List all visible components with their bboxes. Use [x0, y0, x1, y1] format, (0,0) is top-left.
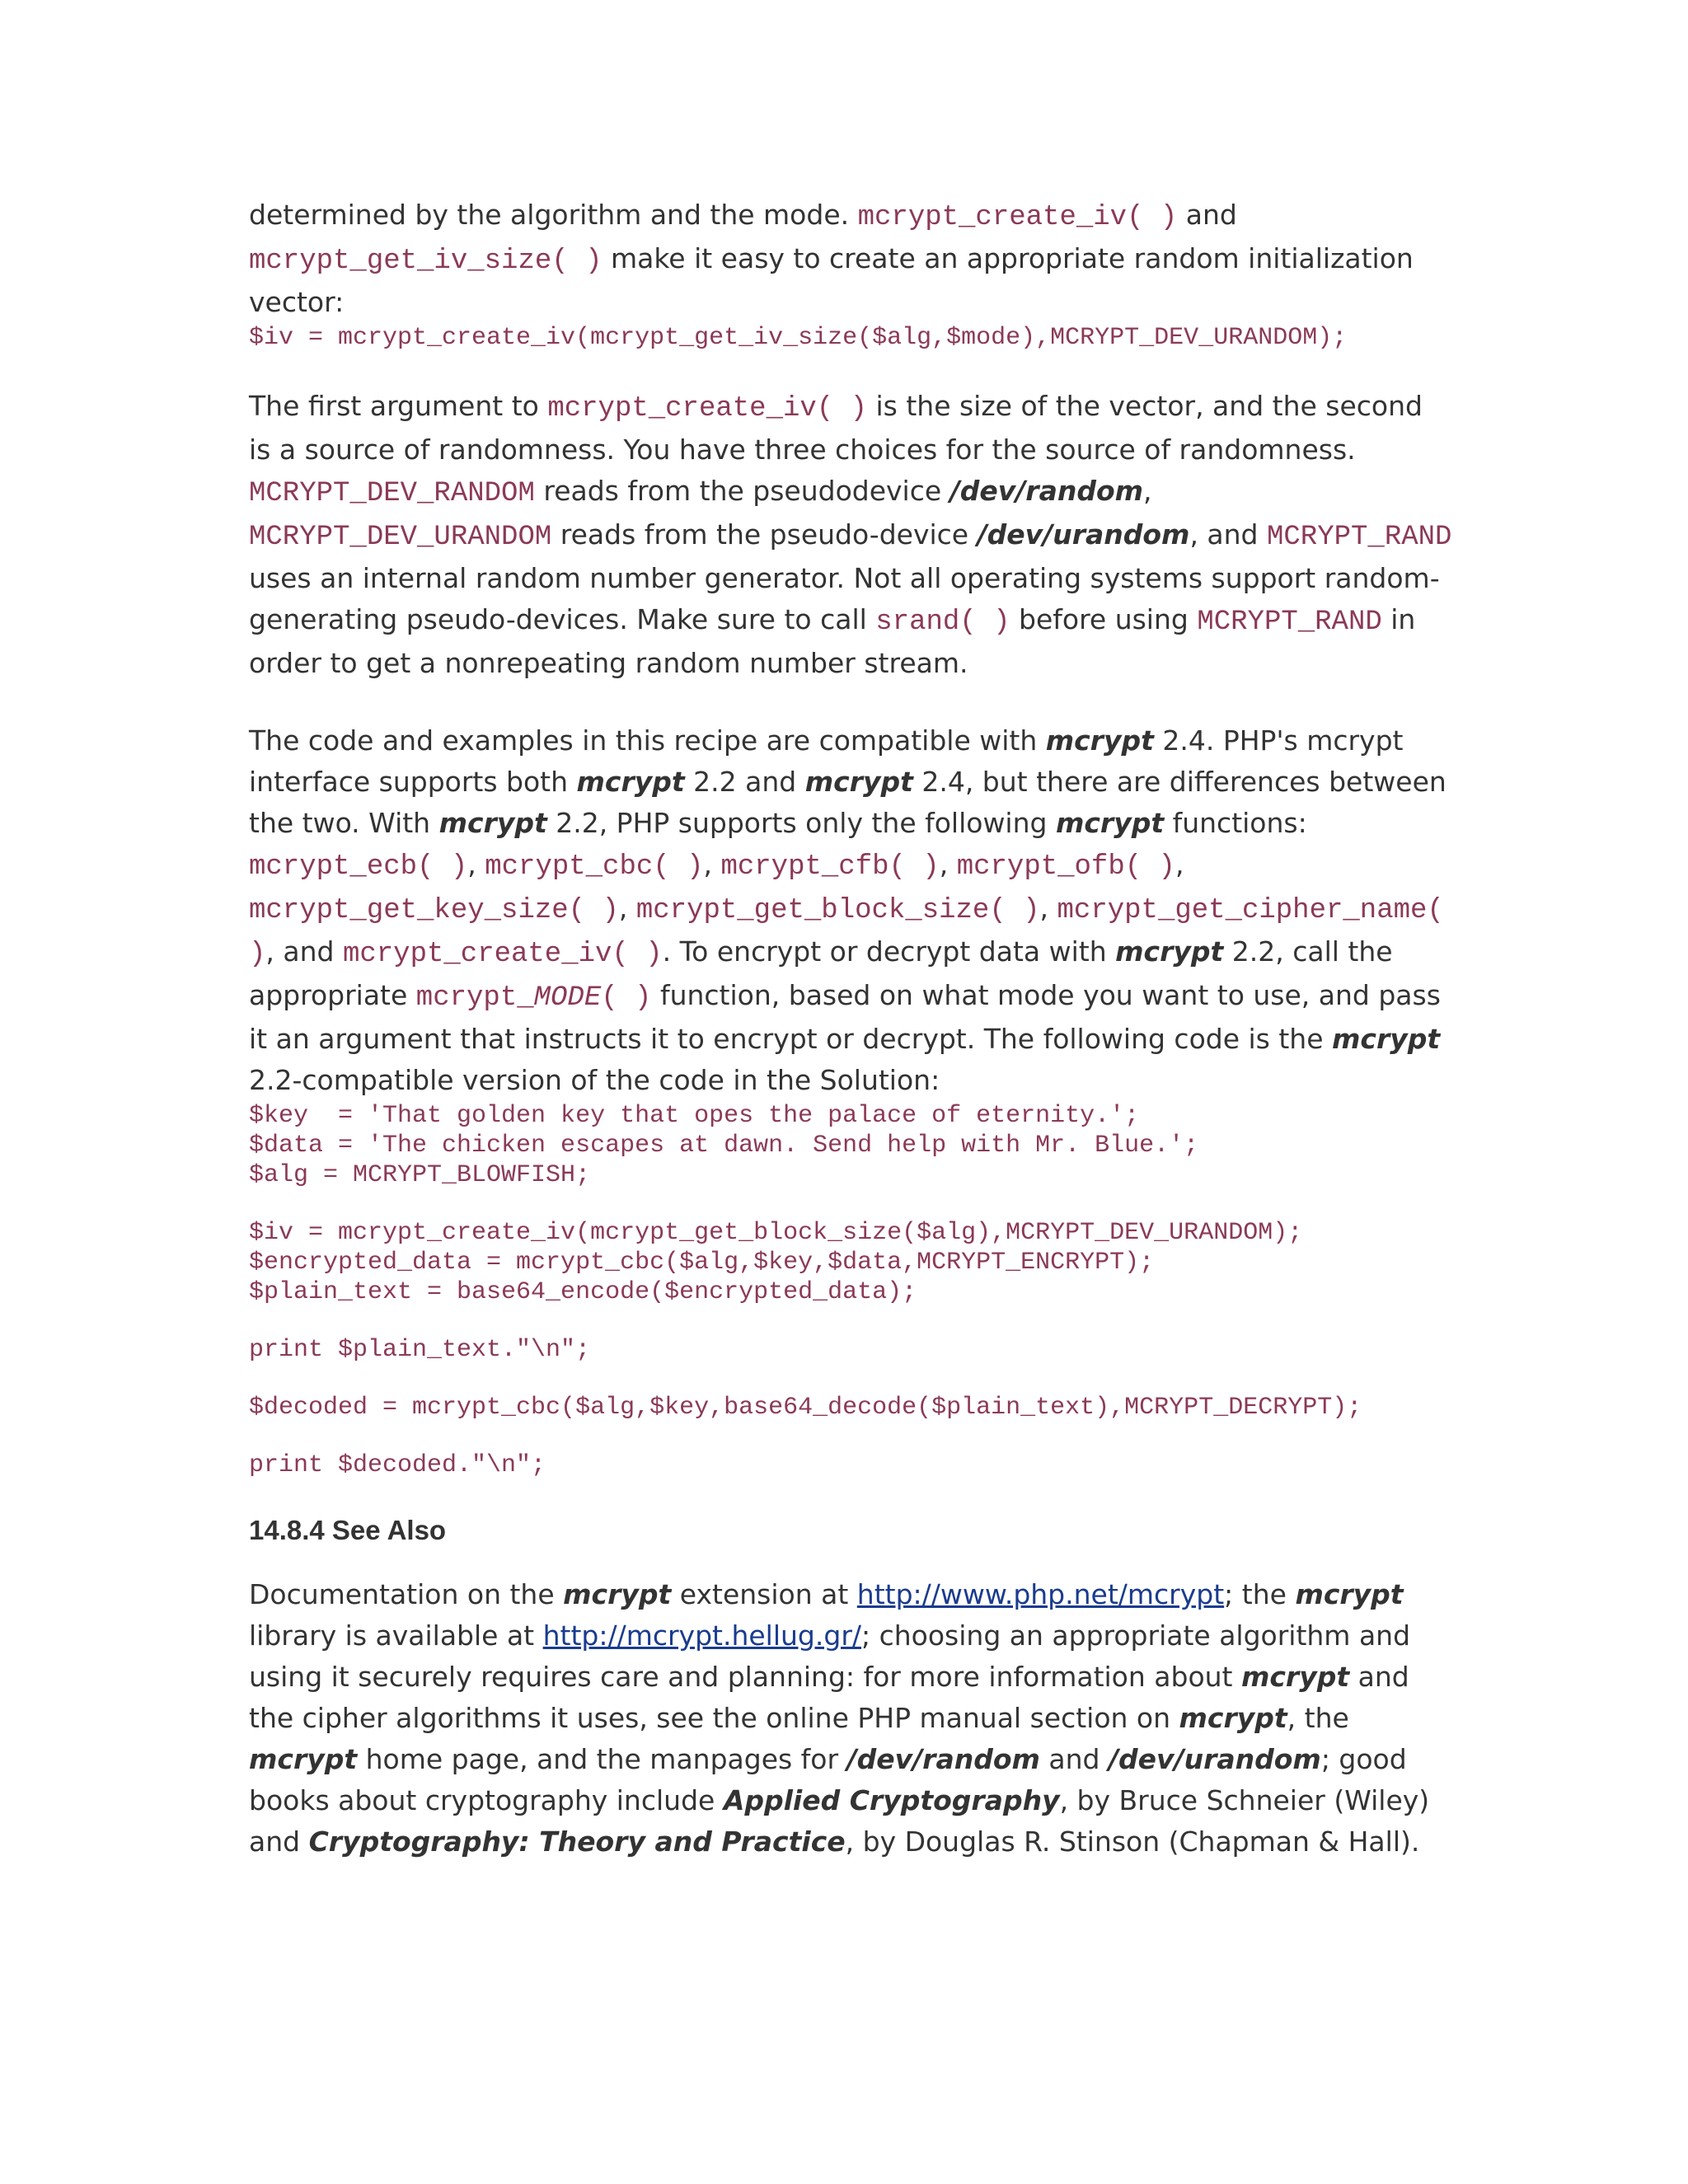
- inline-code: mcrypt_create_iv( ): [342, 939, 663, 970]
- inline-code: [416, 982, 652, 1014]
- bold-italic-term: mcrypt: [1295, 1578, 1404, 1610]
- code-block-iv: [249, 323, 1452, 353]
- text: , and: [1189, 518, 1267, 551]
- text: ; choosing an appropriate algorithm and using it securely requires care and planning: for more information about: [249, 1619, 1411, 1693]
- bold-italic-term: mcrypt: [804, 766, 913, 798]
- paragraph-randomness: [249, 386, 1452, 684]
- bold-italic-term: /dev/urandom: [1108, 1743, 1321, 1775]
- paragraph-see-also: [249, 1574, 1452, 1863]
- inline-code: mcrypt_get_key_size( ): [249, 895, 619, 926]
- bold-italic-term: mcrypt: [1332, 1023, 1441, 1055]
- text: in order to get a nonrepeating random number stream.: [249, 603, 1416, 679]
- inline-code: MCRYPT_RAND: [1197, 607, 1382, 638]
- code-line: $encrypted_data = mcrypt_cbc($alg,$key,$data,MCRYPT_ENCRYPT);: [249, 1249, 1155, 1277]
- inline-code: MCRYPT_DEV_URANDOM: [249, 522, 552, 553]
- inline-code: mcrypt_get_block_size( ): [635, 895, 1040, 926]
- text: The first argument to: [249, 390, 548, 422]
- text: home page, and the manpages for: [357, 1743, 847, 1775]
- bold-italic-term: mcrypt: [1045, 724, 1154, 757]
- text: ; good books about cryptography include: [249, 1743, 1407, 1816]
- bold-italic-term: mcrypt: [249, 1743, 358, 1775]
- inline-code: mcrypt_cfb( ): [720, 851, 940, 883]
- inline-code: MCRYPT_RAND: [1267, 522, 1452, 553]
- paragraph-compatibility: [249, 720, 1452, 1101]
- text: 2.4, but there are differences between the two. With: [249, 766, 1447, 839]
- text: ,: [1175, 848, 1184, 880]
- code-line: $decoded = mcrypt_cbc($alg,$key,base64_decode($plain_text),MCRYPT_DECRYPT);: [249, 1394, 1362, 1422]
- inline-code: mcrypt_ecb( ): [249, 851, 468, 883]
- bold-italic-term: /dev/urandom: [977, 518, 1190, 551]
- code-line: $iv = mcrypt_create_iv(mcrypt_get_iv_size($alg,$mode),MCRYPT_DEV_URANDOM);: [249, 324, 1348, 352]
- code-line: print $decoded."\n";: [249, 1451, 546, 1479]
- text: ,: [939, 848, 957, 880]
- code-part: ( ): [601, 982, 652, 1014]
- text: and the cipher algorithms it uses, see the online PHP manual section on: [249, 1661, 1409, 1734]
- text: ,: [1143, 475, 1152, 507]
- text: 2.2 and: [684, 766, 805, 798]
- text: ,: [618, 892, 636, 924]
- bold-italic-term: mcrypt: [576, 766, 685, 798]
- document-page: [249, 194, 1452, 1863]
- inline-code: mcrypt_ofb( ): [956, 851, 1175, 883]
- text: ,: [703, 848, 721, 880]
- bold-italic-term: mcrypt: [438, 807, 547, 839]
- text: and: [1177, 199, 1237, 231]
- code-line: $iv = mcrypt_create_iv(mcrypt_get_block_size($alg),MCRYPT_DEV_URANDOM);: [249, 1219, 1303, 1247]
- text: make it easy to create an appropriate random initialization vector:: [249, 242, 1414, 318]
- inline-code: mcrypt_create_iv( ): [857, 202, 1178, 233]
- text: , by Bruce Schneier (Wiley) and: [249, 1784, 1430, 1858]
- code-block-mcrypt22: [249, 1101, 1452, 1480]
- text: is the size of the vector, and the second is a source of randomness. You have three choices for the source of randomness.: [249, 390, 1423, 466]
- code-line: $alg = MCRYPT_BLOWFISH;: [249, 1161, 591, 1189]
- text: Documentation on the: [249, 1578, 564, 1610]
- book-title: Applied Cryptography: [723, 1784, 1060, 1816]
- text: 2.2, PHP supports only the following: [546, 807, 1056, 839]
- text: and: [1039, 1743, 1109, 1775]
- text: before using: [1010, 603, 1198, 635]
- text: determined by the algorithm and the mode.: [249, 199, 858, 231]
- paragraph-iv-intro: [249, 194, 1452, 323]
- text: ,: [1039, 892, 1057, 924]
- inline-code: mcrypt_create_iv( ): [547, 393, 867, 424]
- code-line: $plain_text = base64_encode($encrypted_data);: [249, 1278, 917, 1306]
- code-line: $key = 'That golden key that opes the palace of eternity.';: [249, 1102, 1140, 1130]
- text: , the: [1287, 1702, 1349, 1734]
- inline-code: mcrypt_cbc( ): [485, 851, 704, 883]
- text: function, based on what mode you want to use, and pass it an argument that instructs it to encrypt or decrypt. The following code is the: [249, 979, 1441, 1055]
- code-part: mcrypt_: [415, 982, 534, 1014]
- code-part-italic: MODE: [533, 982, 602, 1014]
- inline-code: MCRYPT_DEV_RANDOM: [249, 478, 535, 509]
- mcrypt-hellug-link[interactable]: http://mcrypt.hellug.gr/: [542, 1619, 862, 1652]
- bold-italic-term: mcrypt: [563, 1578, 672, 1610]
- bold-italic-term: /dev/random: [846, 1743, 1040, 1775]
- inline-code: mcrypt_get_iv_size( ): [249, 246, 603, 277]
- text: uses an internal random number generator. Not all operating systems support random-generating pseudo-devices. Make sure to call: [249, 562, 1440, 635]
- text: reads from the pseudodevice: [534, 475, 950, 507]
- code-line: $data = 'The chicken escapes at dawn. Send help with Mr. Blue.';: [249, 1132, 1199, 1160]
- bold-italic-term: /dev/random: [950, 475, 1144, 507]
- bold-italic-term: mcrypt: [1055, 807, 1165, 839]
- text: ,: [467, 848, 485, 880]
- text: extension at: [671, 1578, 857, 1610]
- text: 2.2-compatible version of the code in the Solution:: [249, 1064, 940, 1096]
- text: functions:: [1164, 807, 1307, 839]
- text: , by Douglas R. Stinson (Chapman & Hall).: [845, 1825, 1420, 1858]
- inline-code: mcrypt_get_cipher_name( ): [249, 895, 1444, 970]
- text: 2.2, call the appropriate: [249, 935, 1393, 1011]
- bold-italic-term: mcrypt: [1179, 1702, 1287, 1734]
- book-title: Cryptography: Theory and Practice: [308, 1825, 846, 1858]
- bold-italic-term: mcrypt: [1240, 1661, 1350, 1693]
- text: library is available at: [249, 1619, 543, 1652]
- text: . To encrypt or decrypt data with: [662, 935, 1116, 968]
- inline-code: srand( ): [875, 607, 1010, 638]
- bold-italic-term: mcrypt: [1115, 935, 1224, 968]
- text: reads from the pseudo-device: [551, 518, 978, 551]
- text: The code and examples in this recipe are compatible with: [249, 724, 1046, 757]
- section-heading: 14.8.4 See Also: [249, 1515, 447, 1545]
- text: 2.4. PHP's mcrypt interface supports both: [249, 724, 1404, 798]
- code-line: print $plain_text."\n";: [249, 1336, 591, 1364]
- text: ; the: [1224, 1578, 1296, 1610]
- text: , and: [265, 935, 343, 968]
- php-mcrypt-link[interactable]: http://www.php.net/mcrypt: [856, 1578, 1225, 1610]
